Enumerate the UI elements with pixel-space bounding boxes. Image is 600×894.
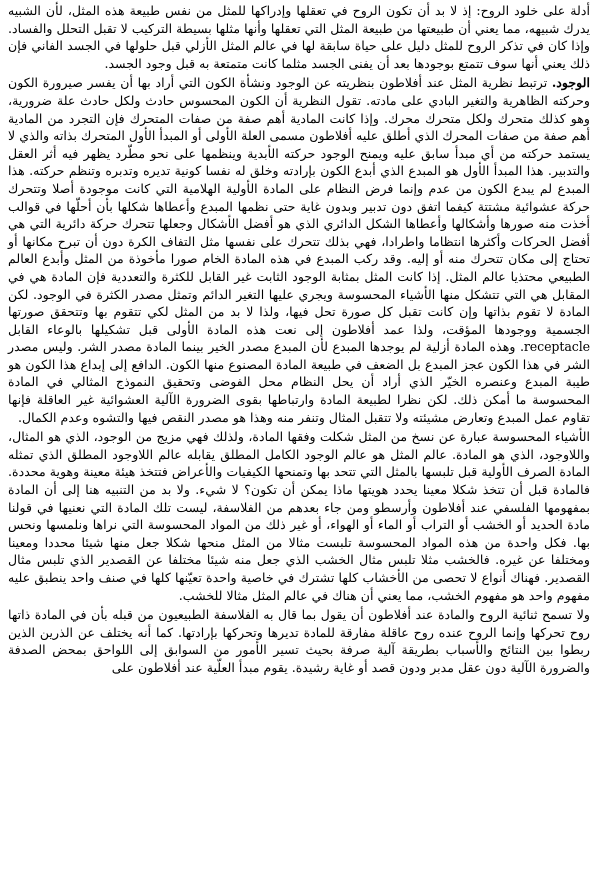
paragraph-body: الأشياء المحسوسة عبارة عن نسخ من المثل شكلت وفقها المادة، ولذلك فهي مزيج من الوجود، الذي هو المثال، واللاوجود، الذي هو المادة. عالم المثل هو عالم الوجود الكامل المطلق يقابله عالم اللاوجود المطلق الذي تمثله المادة الصرف الأولية قبل تلبسها بالمثل التي تتحد بها وتمنحها الكيفيات والأعراض فتتخذ هيئة معينة وهوية محددة. فالمادة قبل أن تتخذ شكلا معينا يحدد هويتها ماذا يمكن أن تكون؟ لا شيء. ولا بد من التنبيه هنا إلى أن المادة بمفهومها الفلسفي عند أفلاطون وأرسطو ومن جاء بعدهم من الفلاسفة، ليست تلك المادة التي نعنيها في قولنا مادة الحديد أو الخشب أو التراب أو الماء أو الهواء، أو غير ذلك من المواد المحسوسة التي نراها ونلمسها ونحس بها. فكل واحدة من هذه المواد المحسوسة تلبست مثالا من المثل منحها شكلا جعل منها شيئا محددا ومعينا ومختلفا عن غيره. فالخشب مثلا تلبس مثال الخشب الذي جعل منه شيئا مختلفا عن القصدير الذي تلبس مثال القصدير. فهناك أنواع لا تحصى من الأخشاب كلها تشترك في خاصية واحدة تعيّنها كلها في صنف واحد ينطبق عليه مفهوم واحد هو مفهوم الخشب، مما يعني أن هناك في عالم المثل مثالا للخشب.: [8, 429, 590, 603]
paragraph-existence: [8, 74, 590, 426]
paragraph-soul-immortality: [8, 2, 590, 72]
section-term-existence: الوجود.: [551, 75, 590, 91]
paragraph-soul-matter-dualism: [8, 606, 590, 676]
paragraph-body: أدلة على خلود الروح: إذ لا بد أن تكون الروح في تعقلها وإدراكها للمثل من نفس طبيعة هذه المثل، لأن الشبيه يدرك شبيهه، مما يعني أن طبيعتها من طبيعة المثل التي تعقلها وأنها مثلها بسيطة التركيب لا تقبل التحلل والفساد. وإذا كان في تذكر الروح للمثل دليل على حياة سابقة لها في عالم المثل الأزلي قبل حلولها في الجسد الفاني فإن ذلك يعني أنها سوف تتمتع بوجودها بعد أن يفنى الجسد مثلما كانت متمتعة به قبل وجود الجسد.: [8, 3, 590, 71]
paragraph-body: ترتبط نظرية المثل عند أفلاطون بنظريته عن الوجود ونشأة الكون التي أراد بها أن يفسر صيرورة الكون وحركته الظاهرية والتغير البادي على مادته. تقول النظرية أن الكون المحسوس حادث ولكل حادث علة ضرورية، وهو كذلك متحرك ولكل متحرك محرك. وإذا كانت المادية أهم صفة من صفات المتحرك فإن التجرد من المادية أهم صفة من صفات المحرك الذي أطلق عليه أفلاطون مسمى العلة الأولى أو المبدأ الأول المتحرك بذاته والذي لا يستمد حركته من أي مبدأ سابق عليه ويمنح الوجود حركته الأبدية وينظمها على نحو مطّرد يظهر فيه أثر العقل والتدبير. هذا المبدأ الأول هو المبدع الذي أبدع الكون بإرادته وخلق له نفسا كونية تديره وتدبره وتنظم حركته. هذا المبدع لم يبدع الكون من عدم وإنما فرض النظام على المادة الأولية الهلامية التي كانت موجودة أصلا وتتحرك حركة عشوائية مشتتة كيفما اتفق دون تدبير وبدون غاية حتى نظمها المبدع وأعطاها شكلها بأن أحلّها في قوالب أخذت منه صورها وأشكالها وأعطاها الشكل الدائري الذي هو أفضل الأشكال وجعلها تتحرك حركة دائرية التي هي أفضل الحركات وأكثرها انتظاما واطرادا، فهي بذلك تتحرك على نفسها مثل التفاف الكرة دون أن تبرح مكانها أو تحتاج إلى مكان تتحرك منه أو إليه. وقد ركب المبدع في هذه المادة الخام صورا مأخوذة من المثل وأبدع العالم الطبيعي محتذيا عالم المثل. إذا كانت المثل بمثابة الوجود الثابت غير القابل للكثرة والتعددية فإن المادة هي في المقابل هي التي تتشكل منها الأشياء المحسوسة ويجري عليها التغير الدائم وتمثل مصدر الكثرة في الوجود. لكن المادة لا تقوم بذاتها وإن كانت تقبل كل صورة تحل فيها، ولذا لا بد من المثل لكي تتقوم بها وتتحقق صورتها الجسمية ووجودها المؤقت، ولذا عمد أفلاطون إلى نعت هذه المادة الأولى قبل تشكيلها بالوعاء القابل receptacle. وهذه المادة أزلية لم يوجدها المبدع لأن المبدع مصدر الخير بينما المادة مصدر الشر. وليس مصدر الشر في هذا الكون عجز المبدع بل الضعف في طبيعة المادة المصنوع منها الكون. الدافع إلى إبداع هذا الكون هو طيبة المبدع وعنصره الخيّر الذي أراد أن يحل النظام محل الفوضى وتحقيق النموذج المثالي في المادة المحسوسة ما أمكن ذلك. لكن نظرا لطبيعة المادة وارتباطها بقوى الضرورة الآلية العشوائية غير العاقلة فإنها تقاوم عمل المبدع وتعارض مشيئته ولا تتقبل المثال وتنفر منه وهذا هو مصدر النقص فيها والتشوه وعدم الكمال.: [8, 75, 590, 425]
paragraph-sensible-things: [8, 428, 590, 604]
paragraph-body: ولا تسمح ثنائية الروح والمادة عند أفلاطون أن يقول بما قال به الفلاسفة الطبيعيون من قبله بأن في المادة ذاتها روح تحركها وإنما الروح عنده روح عاقلة مفارقة للمادة تديرها وتحركها بإرادتها. كما أنه يختلف عن الذرين الذين ربطوا بين النتائج والأسباب بطريقة آلية صرفة بحيث تسير الأمور من السوابق إلى اللواحق بمحض الصدفة والضرورة الآلية دون عقل مدبر ودون قصد أو غاية رشيدة. يقوم مبدأ العلّية عند أفلاطون على: [8, 607, 590, 675]
